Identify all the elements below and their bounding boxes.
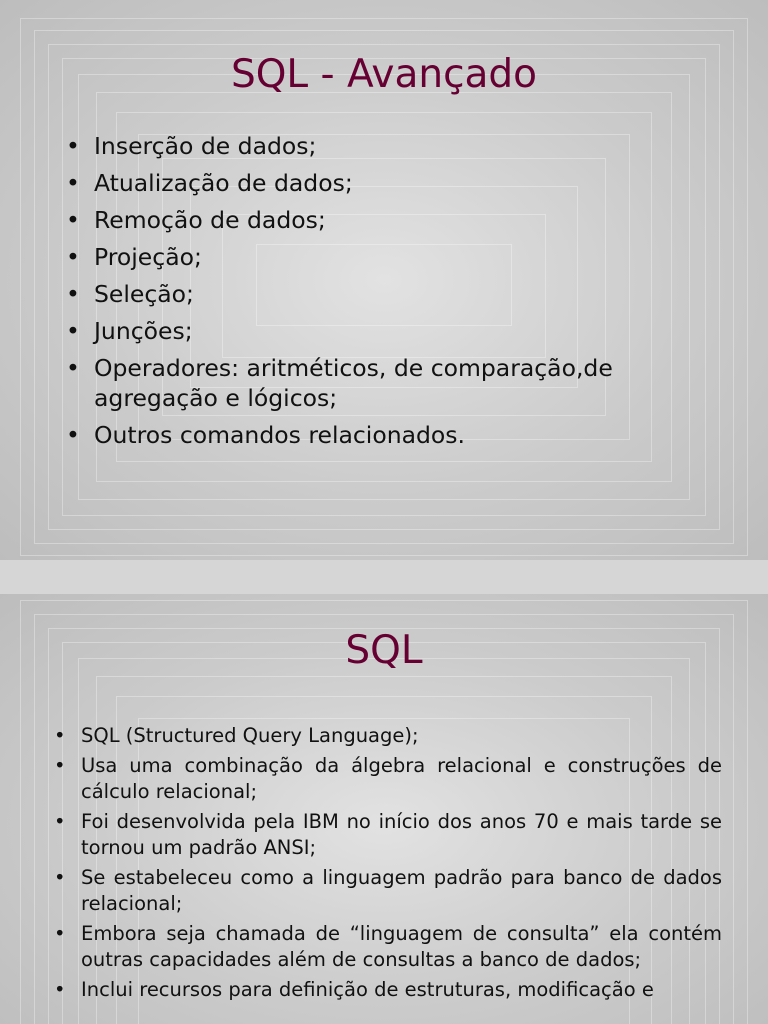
list-item-text: Inserção de dados; (94, 132, 317, 160)
slide-title: SQL (345, 628, 423, 673)
list-item (66, 205, 706, 235)
list-item-text: Inclui recursos para definição de estruturas, modificação e (81, 978, 654, 1001)
list-item-text: Seleção; (94, 280, 194, 308)
list-item (54, 921, 722, 973)
bullet-icon: • (66, 317, 80, 345)
topic-list (66, 131, 706, 457)
bullet-icon: • (66, 421, 80, 449)
list-item-text: Usa uma combinação da álgebra relacional e construções de cálculo relacional; (81, 754, 722, 803)
list-item-text: Operadores: aritméticos, de comparação,de agregação e lógicos; (94, 354, 613, 412)
list-item (54, 809, 722, 861)
bullet-icon: • (54, 922, 66, 945)
list-item-text: Projeção; (94, 243, 202, 271)
list-item-text: Embora seja chamada de “linguagem de consulta” ela contém outras capacidades além de consultas a banco de dados; (81, 922, 722, 971)
list-item-text: Atualização de dados; (94, 169, 353, 197)
list-item (66, 168, 706, 198)
bullet-icon: • (66, 280, 80, 308)
list-item-text: Foi desenvolvida pela IBM no início dos anos 70 e mais tarde se tornou um padrão ANSI; (81, 810, 722, 859)
list-item-text: SQL (Structured Query Language); (81, 724, 419, 747)
list-item (66, 316, 706, 346)
list-item (66, 420, 706, 450)
slide-title: SQL - Avançado (230, 52, 538, 97)
bullet-icon: • (66, 243, 80, 271)
list-item-text: Junções; (94, 317, 193, 345)
bullet-icon: • (54, 978, 66, 1001)
bullet-icon: • (66, 132, 80, 160)
list-item (54, 865, 722, 917)
bullet-icon: • (54, 724, 66, 747)
slide-sql (0, 594, 768, 1024)
bullet-icon: • (66, 206, 80, 234)
sql-facts-list (54, 723, 722, 1007)
list-item (54, 977, 722, 1003)
list-item-text: Outros comandos relacionados. (94, 421, 465, 449)
list-item (66, 242, 706, 272)
list-item (54, 753, 722, 805)
list-item (66, 353, 706, 413)
bullet-icon: • (54, 754, 66, 777)
bullet-icon: • (66, 354, 80, 382)
list-item (66, 279, 706, 309)
list-item-text: Se estabeleceu como a linguagem padrão para banco de dados relacional; (81, 866, 722, 915)
list-item (54, 723, 722, 749)
list-item-text: Remoção de dados; (94, 206, 326, 234)
list-item (66, 131, 706, 161)
bullet-icon: • (54, 866, 66, 889)
bullet-icon: • (54, 810, 66, 833)
bullet-icon: • (66, 169, 80, 197)
